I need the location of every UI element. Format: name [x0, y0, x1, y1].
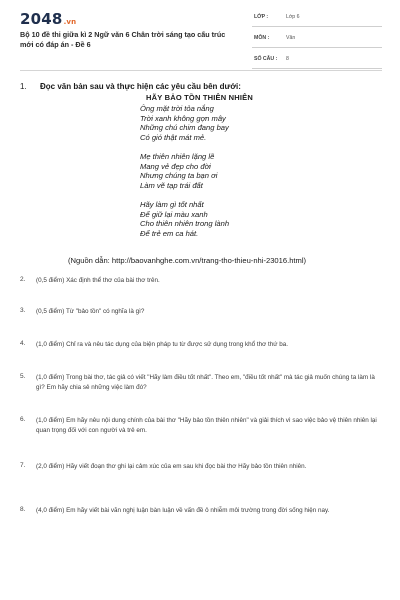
question-number: 6.: [20, 416, 26, 423]
info-label: MÔN :: [254, 35, 270, 41]
question-text: (2,0 điểm) Hãy viết đoạn thơ ghi lại cảm xúc của em sau khi đọc bài thơ Hãy bảo tồn thiên nhiên.: [36, 463, 307, 470]
question-text: (4,0 điểm) Em hãy viết bài văn nghị luận bàn luận về vấn đề ô nhiễm môi trường trong đời sống hiện nay.: [36, 507, 330, 514]
header-divider: [20, 70, 382, 71]
info-value: Văn: [286, 35, 296, 41]
document-title: Bộ 10 đề thi giữa kì 2 Ngữ văn 6 Chân trời sáng tạo cấu trúc mới có đáp án - Đề 6: [20, 30, 226, 49]
source-citation: (Nguồn dẫn: http://baovanhghe.com.vn/trang-tho-thieu-nhi-23016.html): [68, 256, 307, 265]
poem-line: Để giữ lại màu xanh: [140, 209, 208, 219]
poem-line: Những chú chim đang bay: [140, 123, 229, 133]
logo-text: 2048: [20, 10, 63, 28]
info-row-subject: [252, 33, 382, 48]
info-panel: [252, 12, 382, 75]
poem-line: Trời xanh không gợn mây: [140, 113, 226, 123]
question-number: 5.: [20, 373, 26, 380]
poem-line: Làm vẽ tạp trái đất: [140, 180, 203, 190]
poem-line: Nhưng chúng ta bạn ơi: [140, 171, 218, 181]
question-1: [20, 82, 380, 272]
question-text: (1,0 điểm) Trong bài thơ, tác giả có viết "Hãy làm điều tốt nhất". Theo em, "điều tốt nhất" mà tác giả muốn chúng ta làm là gì? Em hãy chia sẻ những việc làm đó?: [36, 374, 375, 391]
info-row-class: [252, 12, 382, 27]
question-number: 1.: [20, 82, 27, 91]
question-number: 3.: [20, 307, 26, 314]
info-row-question-count: [252, 54, 382, 69]
poem-stanza: [140, 152, 340, 190]
info-value: 8: [286, 56, 289, 62]
question-text: (1,0 điểm) Em hãy nêu nội dung chính của bài thơ "Hãy bảo tồn thiên nhiên" và giải thích vì sao việc bảo vệ thiên nhiên lại quan trọng đối với con người và trẻ em.: [36, 417, 377, 434]
poem-title: HÃY BẢO TỒN THIÊN NHIÊN: [146, 93, 253, 102]
poem-stanza: [140, 200, 340, 238]
poem-line: Để trẻ em ca hát.: [140, 228, 199, 238]
poem-body: [140, 104, 340, 248]
question-text: (0,5 điểm) Từ "bảo tồn" có nghĩa là gì?: [36, 308, 145, 315]
poem-stanza: [140, 104, 340, 142]
question-number: 8.: [20, 506, 26, 513]
info-label: LỚP :: [254, 14, 269, 20]
question-number: 2.: [20, 276, 26, 283]
poem-line: Hãy làm gì tốt nhất: [140, 199, 204, 209]
question-intro: Đọc văn bản sau và thực hiện các yêu cầu bên dưới:: [40, 82, 241, 91]
poem-line: Có gió thật mát mẻ.: [140, 132, 207, 142]
question-number: 7.: [20, 462, 26, 469]
poem-line: Cho thiên nhiên trong lành: [140, 219, 230, 229]
logo-suffix: .vn: [63, 18, 77, 26]
poem-line: Mẹ thiên nhiên lặng lẽ: [140, 151, 215, 161]
site-logo[interactable]: [20, 10, 76, 28]
question-number: 4.: [20, 340, 26, 347]
question-text: (0,5 điểm) Xác định thể thơ của bài thơ trên.: [36, 277, 160, 284]
page-header: [0, 0, 400, 66]
poem-line: Ông mặt trời tỏa nắng: [140, 104, 214, 113]
question-text: (1,0 điểm) Chỉ ra và nêu tác dụng của biện pháp tu từ được sử dụng trong khổ thơ thứ ba.: [36, 341, 288, 348]
poem-line: Mang vẻ đẹp cho đời: [140, 161, 211, 171]
info-value: Lớp 6: [286, 14, 300, 20]
info-label: SỐ CÂU :: [254, 56, 278, 62]
